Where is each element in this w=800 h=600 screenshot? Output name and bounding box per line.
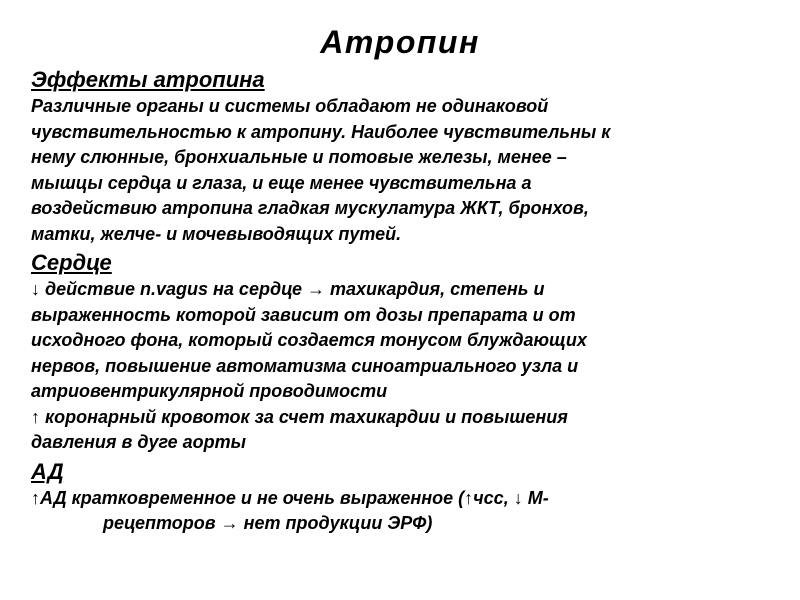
text-line: воздействию атропина гладкая мускулатура ЖКТ, бронхов, bbox=[31, 198, 589, 218]
text-line: ↑АД кратковременное и не очень выраженное (↑чсс, ↓ М- bbox=[31, 487, 549, 508]
slide-content bbox=[31, 66, 781, 537]
section-heart bbox=[31, 249, 781, 456]
text-line: нервов, повышение автоматизма синоатриального узла и bbox=[31, 355, 579, 376]
section-text-blood-pressure bbox=[31, 486, 781, 537]
text-line: давления в дуге аорты bbox=[31, 432, 247, 452]
text-line: матки, желче- и мочевыводящих путей. bbox=[31, 223, 402, 244]
text-line-indented: рецепторов → нет продукции ЭРФ) bbox=[103, 513, 433, 533]
text-line: мышцы сердца и глаза, и еще менее чувствительна а bbox=[31, 172, 532, 193]
section-blood-pressure bbox=[31, 458, 781, 537]
section-heading-effects: Эффекты атропина bbox=[31, 67, 265, 92]
section-heading-heart: Сердце bbox=[31, 250, 112, 275]
section-effects bbox=[31, 66, 781, 247]
text-line: атриовентрикулярной проводимости bbox=[31, 381, 388, 401]
slide-title: Атропин bbox=[320, 24, 480, 60]
section-text-heart bbox=[31, 277, 781, 456]
text-line: исходного фона, который создается тонусом блуждающих bbox=[31, 330, 587, 350]
text-line: чувствительностью к атропину. Наиболее чувствительны к bbox=[31, 121, 611, 142]
section-text-effects bbox=[31, 94, 781, 247]
text-line: ↑ коронарный кровоток за счет тахикардии и повышения bbox=[31, 406, 568, 427]
text-line: ↓ действие n.vagus на сердце → тахикардия, степень и bbox=[31, 279, 545, 299]
text-line: Различные органы и системы обладают не одинаковой bbox=[31, 96, 549, 116]
text-line: нему слюнные, бронхиальные и потовые железы, менее – bbox=[31, 147, 567, 167]
section-heading-blood-pressure: АД bbox=[31, 458, 64, 484]
text-line: выраженность которой зависит от дозы препарата и от bbox=[31, 304, 576, 325]
